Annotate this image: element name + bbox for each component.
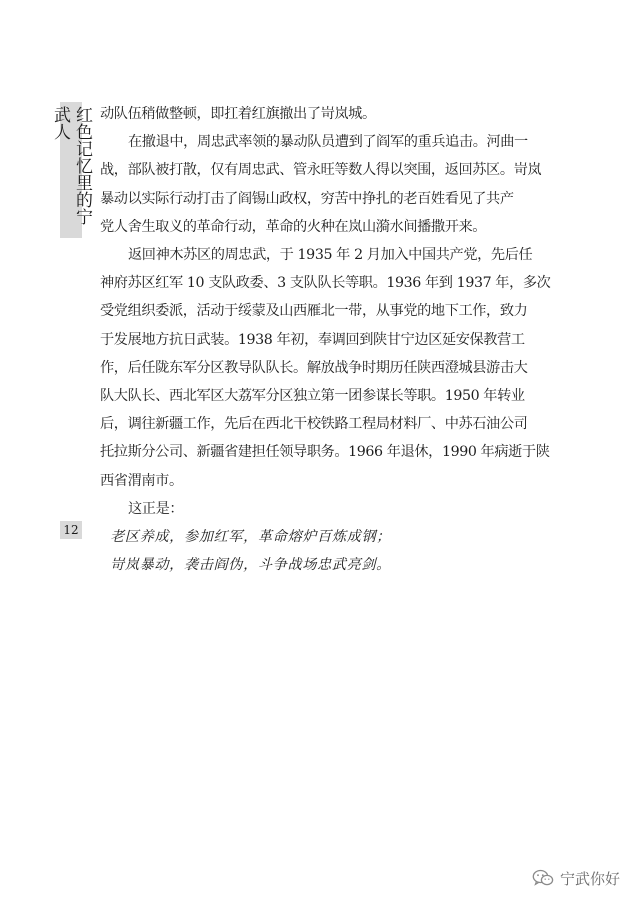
poem-intro [100,495,570,523]
text-line: 返回神木苏区的周忠武，于 1935 年 2 月加入中国共产党，先后任 [128,247,533,264]
text-line: 党人舍生取义的革命行动，革命的火种在岚山漪水间播撒开来。 [100,218,487,235]
text-line: 队大队长、西北军区大荔军分区独立第一团参谋长等职。1950 年转业 [100,388,525,405]
text-line: 于发展地方抗日武装。1938 年初，奉调回到陕甘宁边区延安保教营工 [100,331,525,348]
body-text [100,100,570,579]
text-line: 战，部队被打散，仅有周忠武、管永旺等数人得以突围，返回苏区。岢岚 [100,162,542,179]
text-line: 作，后任陇东军分区教导队队长。解放战争时期历任陕西澄城县游击大 [100,359,528,376]
book-title: 红色记忆里的宁武人 [50,106,92,225]
text-line: 托拉斯分公司、新疆省建担任领导职务。1966 年退休，1990 年病逝于陕 [100,444,550,461]
poem-line-1: 老区养成，参加红军，革命熔炉百炼成钢； [110,529,391,546]
text-line: 暴动以实际行动打击了阎锡山政权，穷苦中挣扎的老百姓看见了共产 [100,190,514,207]
text-line: 受党组织委派，活动于绥蒙及山西雁北一带，从事党的地下工作，致力 [100,303,528,320]
paragraph-2 [100,128,570,241]
page-number: 12 [63,523,79,537]
wechat-icon [532,869,554,887]
paragraph-1 [100,100,570,128]
text-line: 西省渭南市。 [100,472,183,489]
text-line: 这正是： [128,500,184,517]
text-line: 动队伍稍做整顿，即扛着红旗撤出了岢岚城。 [100,106,376,122]
paragraph-3 [100,241,570,495]
text-line: 在撤退中，周忠武率领的暴动队员遭到了阎军的重兵追击。河曲一 [128,134,528,151]
poem-line-2: 岢岚暴动，袭击阎伪，斗争战场忠武亮剑。 [110,557,391,574]
side-tab [50,102,92,238]
watermark-text: 宁武你好 [559,869,620,888]
page-number-box [60,521,82,539]
watermark [532,866,620,890]
text-line: 神府苏区红军 10 支队政委、3 支队队长等职。1936 年到 1937 年，多次 [100,275,551,292]
text-line: 后，调往新疆工作，先后在西北干校铁路工程局材料厂、中苏石油公司 [100,416,528,433]
